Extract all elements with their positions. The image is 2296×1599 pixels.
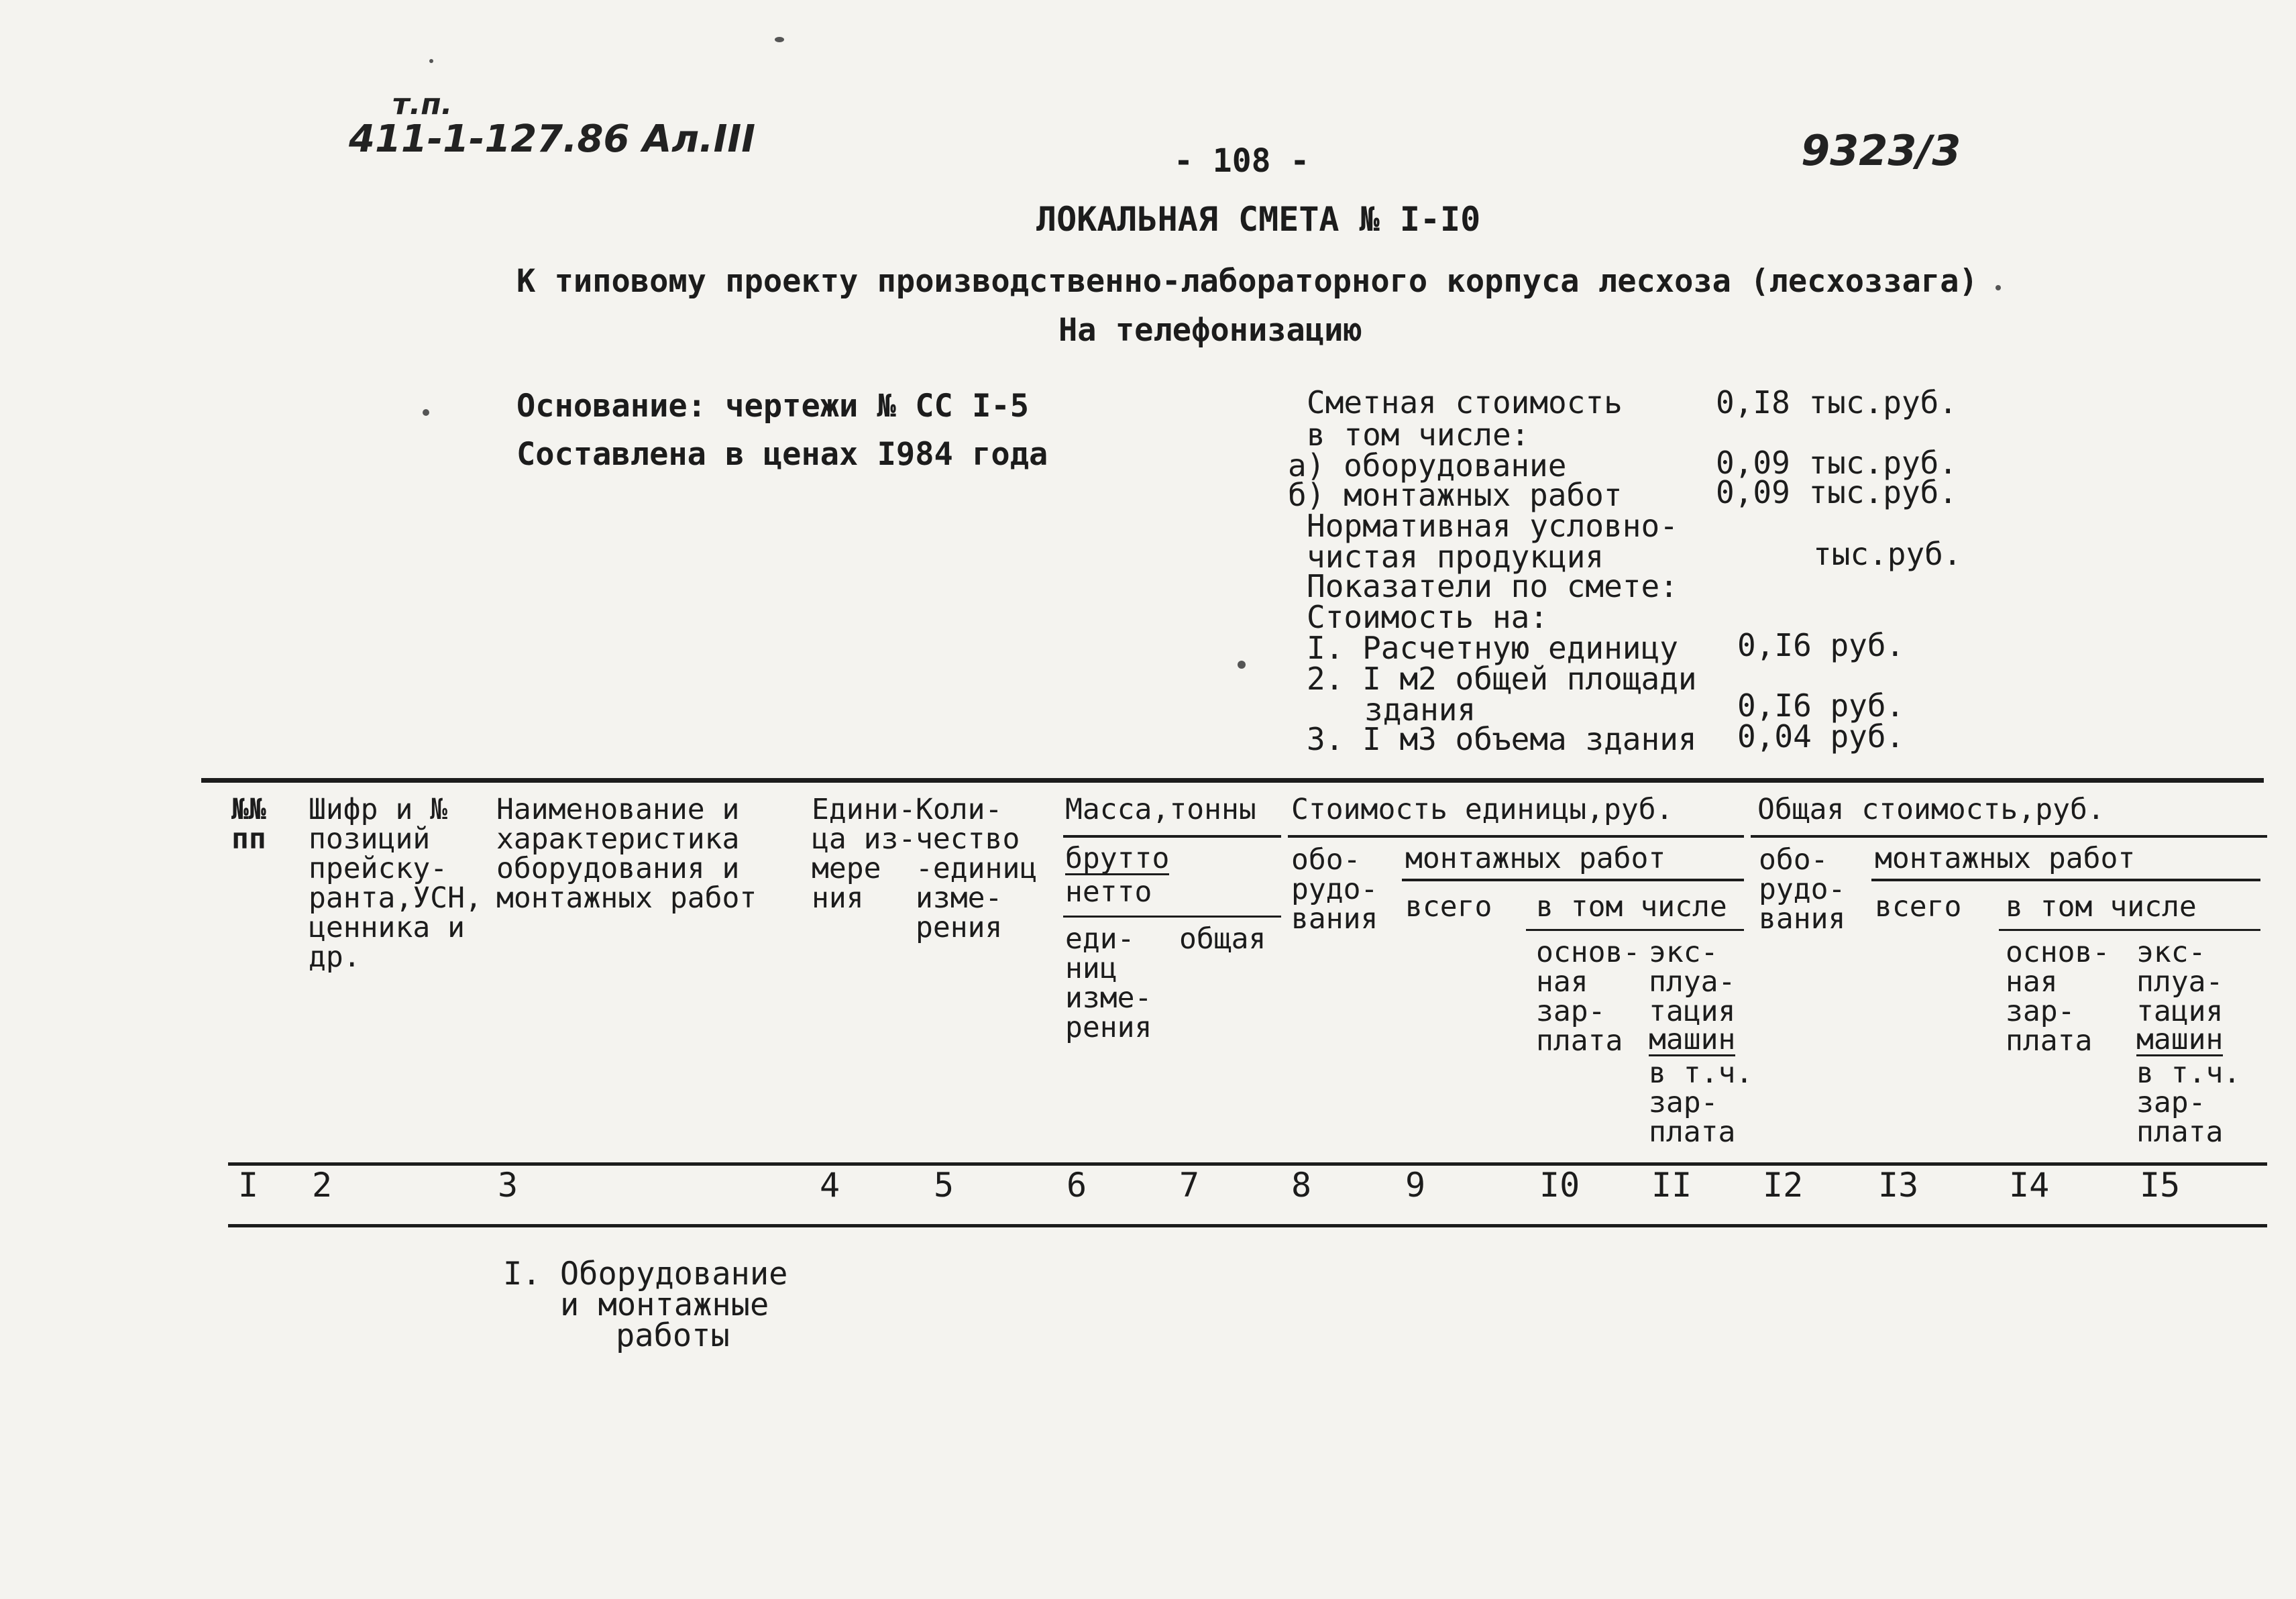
normative-label-1: Нормативная условно- xyxy=(1307,508,1678,544)
mass-unit-header: еди- ниц изме- рения xyxy=(1065,922,1152,1044)
col-header-quantity: Коли- чество -единиц изме- рения xyxy=(916,793,1038,944)
mass-group-rule xyxy=(1063,835,1281,838)
column-number: I3 xyxy=(1878,1166,1919,1205)
stamp-line-2: 411-1-127.86 Ал.III xyxy=(349,117,756,161)
install-unit-including-header: в том числе xyxy=(1536,890,1727,924)
indicator-3-label: 3. I м3 объема здания xyxy=(1307,721,1697,757)
scan-speck xyxy=(775,37,784,42)
col-header-code: Шифр и № позиций прейску- ранта,УСН, ценника и др. xyxy=(309,793,482,974)
col-header-name: Наименование и характеристика оборудования и монтажных работ xyxy=(496,793,757,915)
column-number: 2 xyxy=(312,1166,333,1205)
page-subtitle: К типовому проекту производственно-лабораторного корпуса лесхоза (лесхоззага) xyxy=(516,263,1978,300)
document-number: 9323/3 xyxy=(1801,126,1961,175)
total-including-rule xyxy=(1999,929,2260,931)
total-install-rule xyxy=(1871,879,2260,881)
normative-label-2: чистая продукция xyxy=(1307,539,1604,575)
page-subject: На телефонизацию xyxy=(1058,312,1362,349)
basis-line-2: Составлена в ценах I984 года xyxy=(516,436,1048,473)
unit-cost-group-rule xyxy=(1288,835,1744,838)
installation-label: б) монтажных работ xyxy=(1288,477,1623,513)
unit-install-rule xyxy=(1402,879,1744,881)
column-number: I0 xyxy=(1539,1166,1580,1205)
column-number: I4 xyxy=(2009,1166,2050,1205)
number-row-bottom-rule xyxy=(228,1224,2267,1227)
install-total-machines-salary: в т.ч. зар- плата xyxy=(2136,1056,2241,1149)
total-group-rule xyxy=(1751,835,2267,838)
col-header-number: №№ пп xyxy=(231,793,266,856)
column-number: I xyxy=(238,1166,259,1205)
install-total-machines-header: экс- плуа- тация xyxy=(2136,936,2224,1028)
including-label: в том числе: xyxy=(1307,417,1530,453)
column-number: 7 xyxy=(1179,1166,1200,1205)
page-title: ЛОКАЛЬНАЯ СМЕТА № I-I0 xyxy=(1036,200,1481,239)
header-bottom-rule xyxy=(228,1162,2267,1166)
scan-speck xyxy=(1238,661,1246,669)
column-number: 4 xyxy=(820,1166,840,1205)
estimated-cost-label: Сметная стоимость xyxy=(1307,384,1623,421)
equipment-label: а) оборудование xyxy=(1288,447,1567,484)
install-unit-machines-ul: машин xyxy=(1649,1023,1736,1056)
page-number: - 108 - xyxy=(1174,142,1310,180)
mass-brutto-rule xyxy=(1063,916,1281,918)
installation-value: 0,09 тыс.руб. xyxy=(1716,474,1958,510)
scan-speck xyxy=(429,59,433,63)
scan-speck xyxy=(423,409,429,416)
column-number: I5 xyxy=(2140,1166,2181,1205)
indicators-label: Показатели по смете: xyxy=(1307,568,1678,604)
netto-label: нетто xyxy=(1065,875,1152,909)
unit-including-rule xyxy=(1526,929,1744,931)
install-unit-group-header: монтажных работ xyxy=(1405,842,1666,875)
column-number: 5 xyxy=(934,1166,954,1205)
install-unit-total-header: всего xyxy=(1405,890,1492,924)
indicator-2-label-cont: здания xyxy=(1364,692,1476,728)
cost-for-label: Стоимость на: xyxy=(1307,599,1549,635)
indicator-3-value: 0,04 руб. xyxy=(1737,718,1905,755)
section-heading-line-3: работы xyxy=(616,1317,730,1354)
brutto-label: брутто xyxy=(1065,842,1170,875)
unit-cost-group-header: Стоимость единицы,руб. xyxy=(1291,793,1674,826)
equipment-total-header: обо- рудо- вания xyxy=(1759,843,1846,936)
mass-group-header: Масса,тонны xyxy=(1065,793,1256,826)
stamp-line-1: т.п. xyxy=(392,87,453,121)
install-total-machines-ul: машин xyxy=(2136,1023,2224,1056)
column-number: I2 xyxy=(1763,1166,1804,1205)
section-heading-line-2: и монтажные xyxy=(560,1286,769,1323)
column-number: 9 xyxy=(1405,1166,1426,1205)
column-number: II xyxy=(1651,1166,1692,1205)
indicator-2-label: 2. I м2 общей площади xyxy=(1307,661,1697,697)
install-total-group-header: монтажных работ xyxy=(1875,842,2136,875)
install-unit-machines-header: экс- плуа- тация xyxy=(1649,936,1736,1028)
total-cost-group-header: Общая стоимость,руб. xyxy=(1757,793,2105,826)
basis-line-1: Основание: чертежи № СС I-5 xyxy=(516,388,1030,425)
col-header-unit: Едини- ца из- мере ния xyxy=(812,793,916,915)
indicator-2-value: 0,I6 руб. xyxy=(1737,687,1905,724)
column-number: 6 xyxy=(1067,1166,1087,1205)
install-total-base-salary-header: основ- ная зар- плата xyxy=(2006,936,2110,1058)
equipment-value: 0,09 тыс.руб. xyxy=(1716,445,1958,481)
table-top-rule xyxy=(201,778,2264,783)
column-number: 8 xyxy=(1291,1166,1312,1205)
normative-value: тыс.руб. xyxy=(1813,536,1962,572)
install-unit-machines-salary: в т.ч. зар- плата xyxy=(1649,1056,1753,1149)
install-unit-base-salary-header: основ- ная зар- плата xyxy=(1536,936,1641,1058)
estimated-cost-value: 0,I8 тыс.руб. xyxy=(1716,384,1958,421)
equipment-unit-header: обо- рудо- вания xyxy=(1291,843,1378,936)
scan-speck xyxy=(1996,285,2001,290)
section-heading-line-1: I. Оборудование xyxy=(503,1256,788,1292)
column-number: 3 xyxy=(498,1166,518,1205)
install-total-including-header: в том числе xyxy=(2006,890,2197,924)
indicator-1-label: I. Расчетную единицу xyxy=(1307,630,1678,666)
indicator-1-value: 0,I6 руб. xyxy=(1737,627,1905,663)
install-total-total-header: всего xyxy=(1875,890,1962,924)
mass-total-header: общая xyxy=(1179,922,1266,956)
